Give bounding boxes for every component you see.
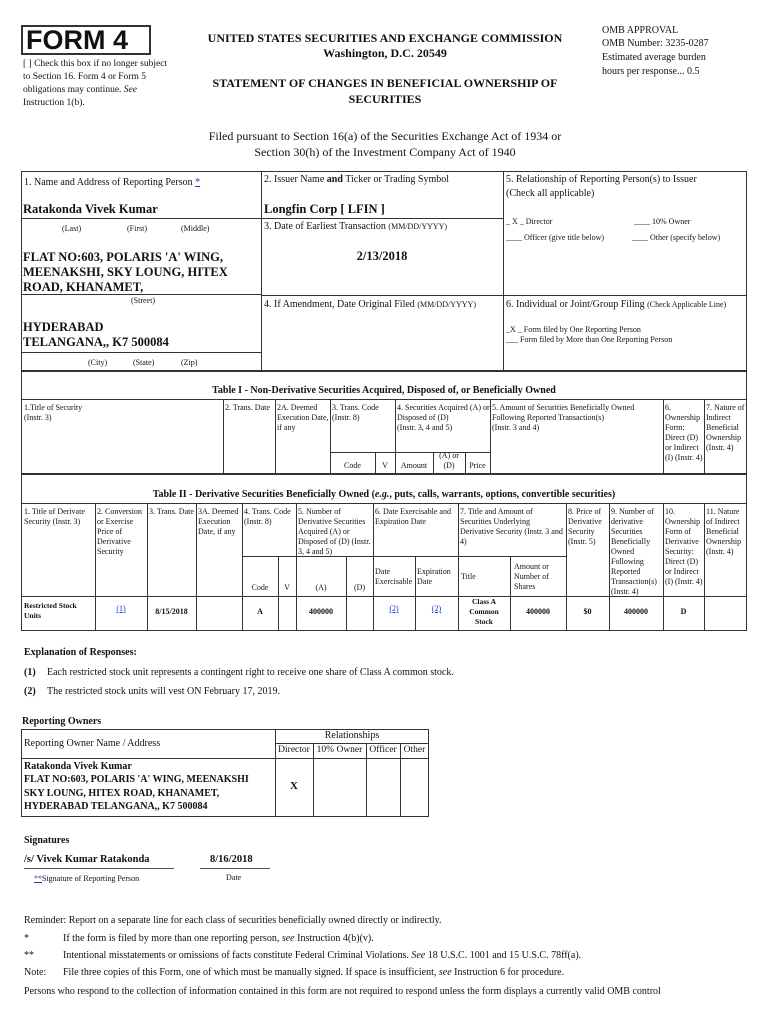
footnote-star-text: If the form is filed by more than one reporting person, see Instruction 4(b)(v). xyxy=(63,933,374,944)
t2-row-expiration-link[interactable]: (2) xyxy=(431,604,442,613)
t2-h-price: 8. Price of Derivative Security (Instr. 5) xyxy=(568,507,602,546)
omb-persons-notice: Persons who respond to the collection of information contained in this form are not required to respond unless the form displays a currently valid OMB control xyxy=(24,986,661,997)
director-checkbox[interactable]: _ X _ Director xyxy=(506,217,553,226)
t2-h-a: (A) xyxy=(315,583,327,592)
owner-address-2: SKY LOUNG, HITEX ROAD, KHANAMET, xyxy=(24,788,220,799)
t2-row-owned-following: 400000 xyxy=(624,607,648,616)
state-label: (State) xyxy=(133,358,155,367)
footnote-double-star: ** xyxy=(24,950,34,961)
owner-director-mark: X xyxy=(290,780,298,792)
agency-name: UNITED STATES SECURITIES AND EXCHANGE COMMISSION xyxy=(207,31,563,45)
t2-h-title-amount: 7. Title and Amount of Securities Underlying Derivative Security (Instr. 3 and 4) xyxy=(460,507,563,546)
footnote-star: * xyxy=(24,933,29,944)
city-label: (City) xyxy=(88,358,108,367)
t2-h-date-exercisable: 6. Date Exercisable and Expiration Date xyxy=(375,507,451,526)
signatures-title: Signatures xyxy=(24,835,70,846)
box5-label-1: 5. Relationship of Reporting Person(s) to Issuer xyxy=(506,174,697,185)
t1-h-trans-code-instr: (Instr. 8) xyxy=(332,413,360,422)
zip-label: (Zip) xyxy=(181,358,198,367)
t2-row-acquired: 400000 xyxy=(309,607,333,616)
t1-h-a-or-d: (A) or (D) xyxy=(439,451,459,470)
filing-one-person[interactable]: _X _ Form filed by One Reporting Person xyxy=(506,325,641,334)
last-label: (Last) xyxy=(62,224,82,233)
reporting-person-note-link[interactable]: * xyxy=(195,177,201,188)
filing-more-persons[interactable]: ___ Form filed by More than One Reporting Person xyxy=(506,335,673,344)
t2-h-v: V xyxy=(284,583,290,592)
owners-col-officer: Officer xyxy=(369,745,397,755)
street-line-2: MEENAKSHI, SKY LOUNG, HITEX xyxy=(23,265,228,279)
explanation-1-num: (1) xyxy=(24,667,36,678)
t1-h-title: 1.Title of Security xyxy=(24,403,83,412)
t2-h-nature: 11. Nature of Indirect Beneficial Ownership (Instr. 4) xyxy=(706,507,742,556)
owner-address-3: HYDERABAD TELANGANA,, K7 500084 xyxy=(24,801,208,812)
t2-h-deemed: 3A. Deemed Execution Date, if any xyxy=(198,507,239,536)
footnote-double-star-text: Intentional misstatements or omissions of facts constitute Federal Criminal Violations. See 18 U.S.C. 1001 and 15 U.S.C. 78ff(a). xyxy=(63,950,582,961)
t2-h-amount-shares: Amount or Number of Shares xyxy=(514,562,549,591)
t1-h-code: Code xyxy=(344,461,361,470)
other-checkbox[interactable]: ____ Other (specify below) xyxy=(632,233,721,242)
owners-col-ten-pct: 10% Owner xyxy=(316,745,363,755)
t2-row-underlying-amount: 400000 xyxy=(526,607,550,616)
middle-label: (Middle) xyxy=(181,224,210,233)
explanation-title: Explanation of Responses: xyxy=(24,647,137,658)
t2-row-trans-code: A xyxy=(257,607,263,616)
box1-label: 1. Name and Address of Reporting Person * xyxy=(24,177,201,188)
table-2-title: Table II - Derivative Securities Beneficially Owned (e.g., puts, calls, warrants, options, convertible securities) xyxy=(152,489,616,500)
statement-title-2: SECURITIES xyxy=(348,92,422,106)
t1-h-trans-date: 2. Trans. Date xyxy=(225,403,270,412)
t2-h-d: (D) xyxy=(353,583,366,592)
reminder-text: Reminder: Report on a separate line for each class of securities beneficially owned directly or indirectly. xyxy=(24,915,442,926)
city-line-1: HYDERABAD xyxy=(23,320,104,334)
signature-note-link[interactable]: ** xyxy=(34,874,42,883)
footnote-note: Note: xyxy=(24,967,47,978)
reporting-owners-title: Reporting Owners xyxy=(22,716,102,727)
t2-row-price: $0 xyxy=(583,607,592,616)
t1-h-amount-owned-instr: (Instr. 3 and 4) xyxy=(492,423,540,432)
box4-label: 4. If Amendment, Date Original Filed (MM/DD/YYYY) xyxy=(264,299,476,310)
owner-name: Ratakonda Vivek Kumar xyxy=(24,761,132,772)
signature-label: **Signature of Reporting Person xyxy=(34,874,140,883)
table-1-title: Table I - Non-Derivative Securities Acquired, Disposed of, or Beneficially Owned xyxy=(212,385,556,396)
city-line-2: TELANGANA,, K7 500084 xyxy=(23,335,169,349)
owner-address-1: FLAT NO:603, POLARIS 'A' WING, MEENAKSHI xyxy=(24,774,249,785)
owners-col-director: Director xyxy=(278,745,310,755)
box5-label-2: (Check all applicable) xyxy=(506,188,595,199)
t2-h-ownership-form: 10. Ownership Form of Derivative Security: Direct (D) or Indirect (I) (Instr. 4) xyxy=(665,507,703,586)
t2-h-trans-date: 3. Trans. Date xyxy=(149,507,194,516)
t2-h-conversion: 2. Conversion or Exercise Price of Derivative Security xyxy=(97,507,142,556)
t1-h-title-instr: (Instr. 3) xyxy=(24,413,52,422)
omb-burden-2: hours per response... 0.5 xyxy=(602,66,700,77)
explanation-2-text: The restricted stock units will vest ON February 17, 2019. xyxy=(47,686,281,697)
checkbox-notice: [ ] Check this box if no longer subject to Section 16. Form 4 or Form 5 obligations may continue. See Instruction 1(b). xyxy=(23,59,168,108)
omb-burden-1: Estimated average burden xyxy=(602,52,706,63)
date-label: Date xyxy=(226,873,242,882)
signature-date: 8/16/2018 xyxy=(210,854,253,865)
t1-h-price: Price xyxy=(469,461,486,470)
explanation-2-num: (2) xyxy=(24,686,36,697)
explanation-1-text: Each restricted stock unit represents a contingent right to receive one share of Class A common stock. xyxy=(47,667,454,678)
t1-h-v: V xyxy=(382,461,388,470)
street-line-3: ROAD, KHANAMET, xyxy=(23,280,144,294)
statement-title-1: STATEMENT OF CHANGES IN BENEFICIAL OWNERSHIP OF xyxy=(212,76,558,90)
t2-row-security: Restricted Stock Units xyxy=(24,601,77,620)
t1-h-trans-code: 3. Trans. Code xyxy=(332,403,379,412)
t2-h-number-owned: 9. Number of derivative Securities Beneficially Owned Following Reported Transaction(s) (Instr. 4) xyxy=(611,507,657,596)
officer-checkbox[interactable]: ____ Officer (give title below) xyxy=(506,233,605,242)
t1-h-nature: 7. Nature of Indirect Beneficial Ownership (Instr. 4) xyxy=(706,403,745,452)
signature-name: /s/ Vivek Kumar Ratakonda xyxy=(24,854,150,865)
t1-h-amount-owned: 5. Amount of Securities Beneficially Owned Following Reported Transaction(s) xyxy=(492,403,635,422)
t2-row-conversion-note-link[interactable]: (1) xyxy=(116,604,126,613)
earliest-transaction-date: 2/13/2018 xyxy=(356,249,408,263)
omb-approval: OMB APPROVAL xyxy=(602,25,679,36)
omb-number: OMB Number: 3235-0287 xyxy=(602,38,709,49)
t2-h-trans-code: 4. Trans. Code (Instr. 8) xyxy=(244,507,291,526)
first-label: (First) xyxy=(127,224,147,233)
t2-h-exp-date: Expiration Date xyxy=(417,567,451,586)
owners-col-other: Other xyxy=(403,745,426,755)
street-line-1: FLAT NO:603, POLARIS 'A' WING, xyxy=(23,250,224,264)
t2-h-number: 5. Number of Derivative Securities Acquired (A) or Disposed of (D) (Instr. 3, 4 and 5) xyxy=(298,507,371,556)
footnote-note-text: File three copies of this Form, one of which must be manually signed. If space is insufficient, see Instruction 6 for procedure. xyxy=(63,967,565,978)
t2-row-ownership-form: D xyxy=(680,607,687,616)
t1-h-securities-instr: (Instr. 3, 4 and 5) xyxy=(397,423,453,432)
box6-label: 6. Individual or Joint/Group Filing (Check Applicable Line) xyxy=(506,299,727,310)
t1-h-ownership-form: 6. Ownership Form: Direct (D) or Indirect (I) (Instr. 4) xyxy=(665,403,703,462)
t2-row-date-exercisable-link[interactable]: (2) xyxy=(389,604,399,613)
form-title: FORM 4 xyxy=(26,25,129,55)
t2-h-code: Code xyxy=(251,583,269,592)
owners-col-name: Reporting Owner Name / Address xyxy=(24,738,161,749)
ten-percent-owner-checkbox[interactable]: ____ 10% Owner xyxy=(634,217,691,226)
box2-label: 2. Issuer Name and Ticker or Trading Symbol xyxy=(264,174,450,185)
t2-h-title: 1. Title of Derivate Security (Instr. 3) xyxy=(24,507,85,526)
street-label: (Street) xyxy=(131,296,155,305)
t2-h-date-ex: Date Exercisable xyxy=(375,567,413,586)
t1-h-amount: Amount xyxy=(400,461,428,470)
t2-row-trans-date: 8/15/2018 xyxy=(155,607,188,616)
t1-h-deemed: 2A. Deemed Execution Date, if any xyxy=(277,403,329,432)
t1-h-securities: 4. Securities Acquired (A) or Disposed of (D) xyxy=(397,403,490,422)
owners-col-relationships: Relationships xyxy=(324,730,380,741)
box3-label: 3. Date of Earliest Transaction (MM/DD/YYYY) xyxy=(264,221,448,232)
filed-pursuant-2: Section 30(h) of the Investment Company Act of 1940 xyxy=(254,145,516,159)
t2-row-underlying-title: Class A Common Stock xyxy=(469,597,499,626)
reporting-person-name: Ratakonda Vivek Kumar xyxy=(23,202,158,216)
issuer-name: Longfin Corp [ LFIN ] xyxy=(264,202,385,216)
agency-location: Washington, D.C. 20549 xyxy=(323,46,447,60)
t2-h-underlying-title: Title xyxy=(461,572,476,581)
filed-pursuant-1: Filed pursuant to Section 16(a) of the Securities Exchange Act of 1934 or xyxy=(208,129,562,143)
